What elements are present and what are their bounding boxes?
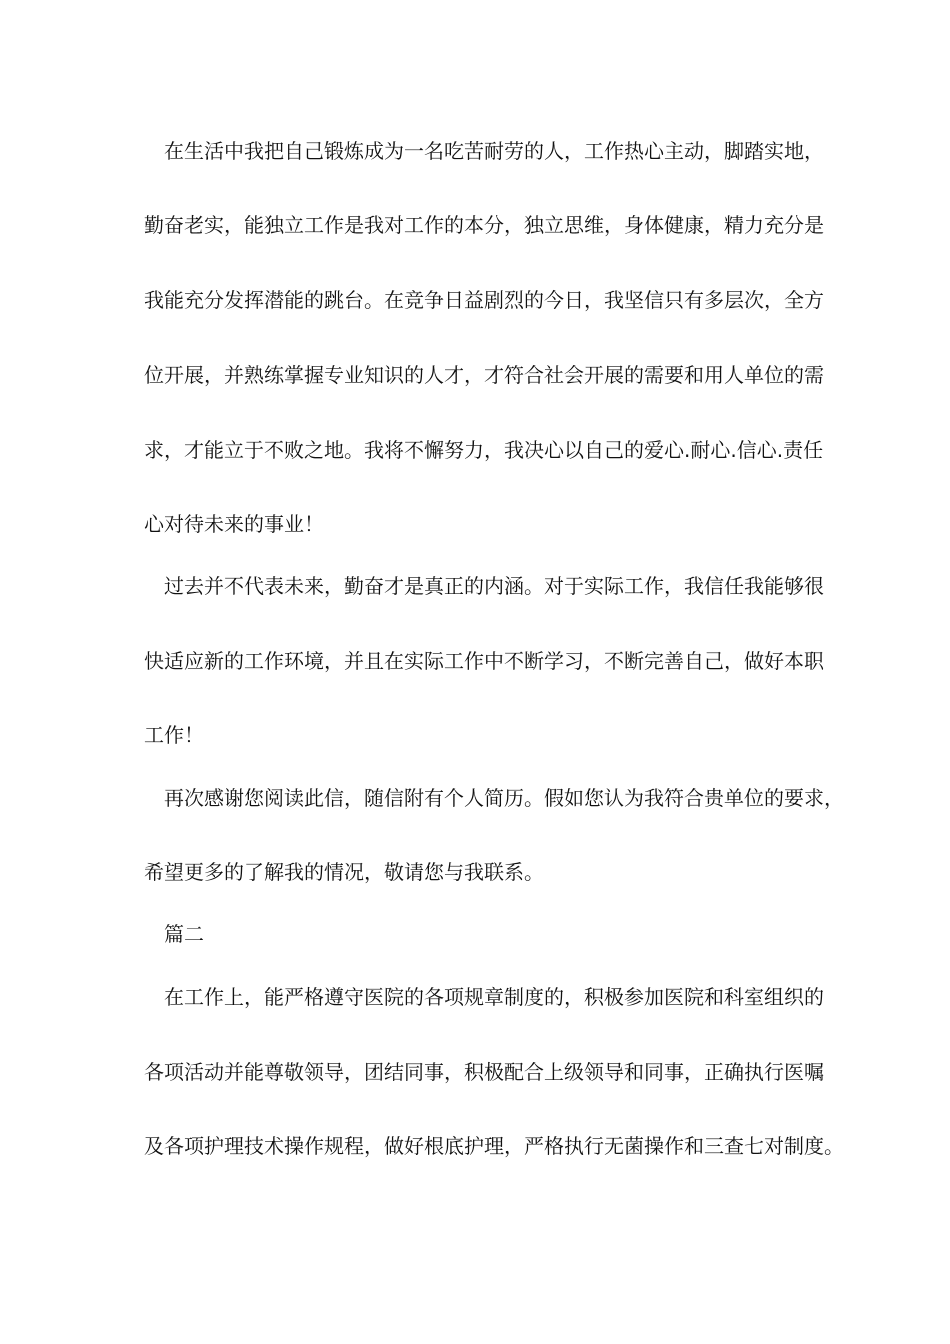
paragraph-line: 过去并不代表未来，勤奋才是真正的内涵。对于实际工作，我信任我能够很: [164, 574, 824, 598]
paragraph-line: 我能充分发挥潜能的跳台。在竞争日益剧烈的今日，我坚信只有多层次，全方: [144, 288, 824, 312]
paragraph-line: 在生活中我把自己锻炼成为一名吃苦耐劳的人，工作热心主动，脚踏实地，: [164, 139, 824, 163]
paragraph-line: 勤奋老实，能独立工作是我对工作的本分，独立思维，身体健康，精力充分是: [144, 213, 824, 237]
paragraph-line: 工作！: [144, 723, 204, 747]
paragraph-line: 心对待未来的事业！: [144, 512, 324, 536]
paragraph-line: 求，才能立于不败之地。我将不懈努力，我决心以自己的爱心.耐心.信心.责任: [144, 438, 824, 462]
section-heading: 篇二: [164, 922, 204, 946]
paragraph-line: 再次感谢您阅读此信，随信附有个人简历。假如您认为我符合贵单位的要求，: [164, 786, 844, 810]
paragraph-line: 在工作上，能严格遵守医院的各项规章制度的，积极参加医院和科室组织的: [164, 985, 824, 1009]
paragraph-line: 快适应新的工作环境，并且在实际工作中不断学习，不断完善自己，做好本职: [144, 649, 824, 673]
paragraph-line: 希望更多的了解我的情况，敬请您与我联系。: [144, 860, 544, 884]
paragraph-line: 各项活动并能尊敬领导，团结同事，积极配合上级领导和同事，正确执行医嘱: [144, 1060, 824, 1084]
paragraph-line: 及各项护理技术操作规程，做好根底护理，严格执行无菌操作和三查七对制度。: [144, 1134, 844, 1158]
paragraph-line: 位开展，并熟练掌握专业知识的人才，才符合社会开展的需要和用人单位的需: [144, 363, 824, 387]
